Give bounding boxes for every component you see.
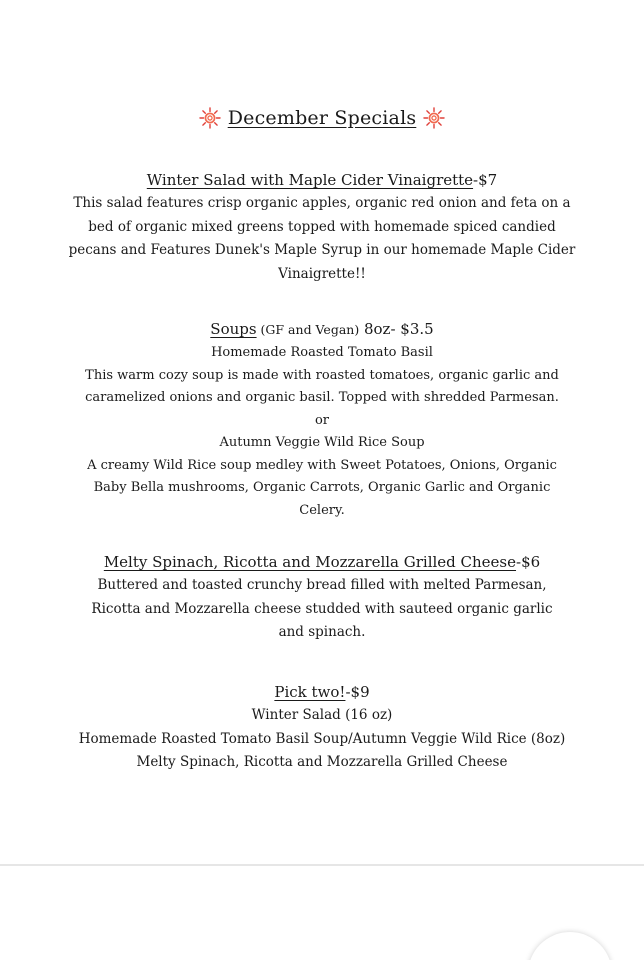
soups-heading	[40, 317, 604, 342]
salad-desc-line: This salad features crisp organic apples, organic red onion and feta on a	[73, 195, 571, 211]
soup-line: A creamy Wild Rice soup medley with Sweet Potatoes, Onions, Organic	[87, 457, 557, 473]
soup-line: This warm cozy soup is made with roasted tomatoes, organic garlic and	[85, 367, 559, 383]
page-title: December Specials	[227, 107, 417, 129]
grilled-cheese-section	[40, 550, 604, 645]
soup-line: or	[314, 412, 330, 428]
pick-two-price: -$9	[345, 683, 370, 701]
soup-line: Celery.	[299, 502, 345, 518]
title-row	[0, 107, 644, 129]
pick-two-line: Melty Spinach, Ricotta and Mozzarella Grilled Cheese	[136, 754, 508, 770]
soup-line: Homemade Roasted Tomato Basil	[211, 345, 433, 360]
pick-two-heading	[40, 680, 604, 704]
grilled-cheese-heading	[40, 550, 604, 574]
soups-size-price: 8oz- $3.5	[359, 320, 434, 338]
grilled-cheese-name: Melty Spinach, Ricotta and Mozzarella Grilled Cheese	[103, 553, 517, 571]
pick-two-line: Homemade Roasted Tomato Basil Soup/Autumn Veggie Wild Rice (8oz)	[78, 730, 566, 747]
grilled-cheese-price: -$6	[516, 553, 541, 571]
salad-desc-line: bed of organic mixed greens topped with homemade spiced candied	[88, 218, 556, 235]
pick-two-section	[40, 680, 604, 775]
soup-line: caramelized onions and organic basil. Topped with shredded Parmesan.	[85, 390, 559, 405]
soups-name: Soups	[210, 320, 257, 338]
salad-price: -$7	[473, 171, 498, 189]
grilled-cheese-desc-line: and spinach.	[278, 624, 366, 640]
soup-line: Baby Bella mushrooms, Organic Carrots, Organic Garlic and Organic	[93, 480, 551, 495]
sun-icon	[199, 107, 221, 129]
pick-two-name: Pick two!	[274, 683, 346, 701]
salad-name: Winter Salad with Maple Cider Vinaigrette	[146, 171, 474, 189]
soup-line: Autumn Veggie Wild Rice Soup	[219, 435, 425, 450]
soups-section	[40, 317, 604, 522]
grilled-cheese-desc-line: Ricotta and Mozzarella cheese studded with sauteed organic garlic	[91, 600, 553, 617]
sun-icon	[423, 107, 445, 129]
soups-note: (GF and Vegan)	[256, 322, 360, 337]
salad-desc-line: pecans and Features Dunek's Maple Syrup in our homemade Maple Cider	[68, 242, 576, 258]
salad-section	[40, 168, 604, 286]
salad-heading	[40, 168, 604, 192]
pick-two-line: Winter Salad (16 oz)	[251, 707, 393, 723]
grilled-cheese-desc-line: Buttered and toasted crunchy bread filled with melted Parmesan,	[97, 577, 547, 593]
salad-desc-line: Vinaigrette!!	[278, 265, 366, 282]
